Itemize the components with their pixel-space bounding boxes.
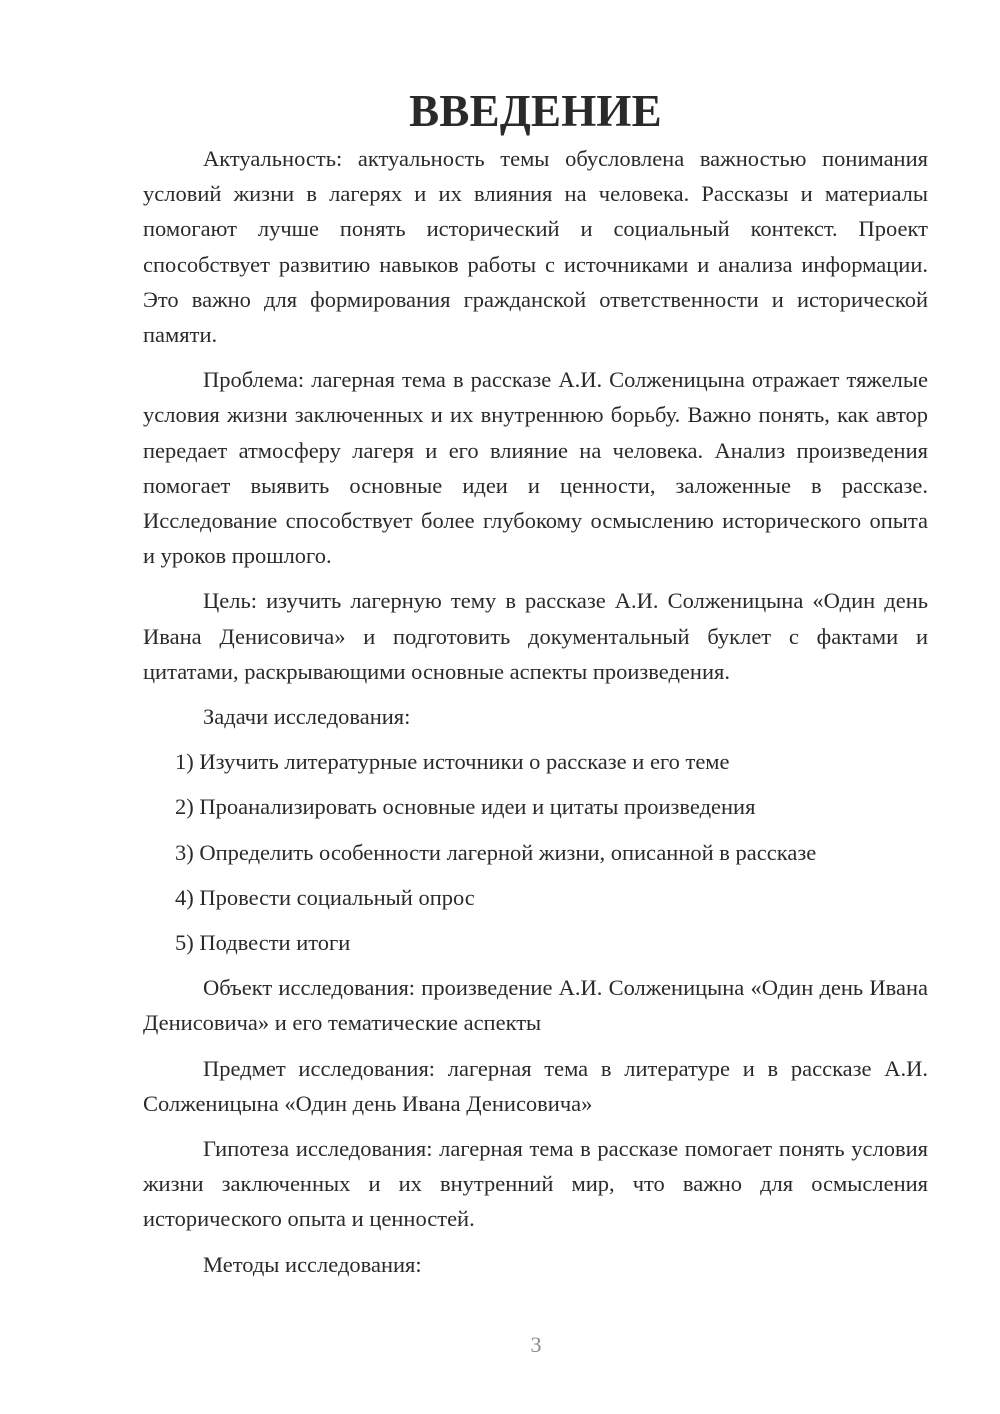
tasks-list bbox=[143, 744, 928, 960]
goal-paragraph: Цель: изучить лагерную тему в рассказе А.И. Солженицына «Один день Ивана Денисовича» и подготовить документальный буклет с фактами и цитатами, раскрывающими основные аспекты произведения. bbox=[143, 588, 928, 684]
problem-paragraph: Проблема: лагерная тема в рассказе А.И. Солженицына отражает тяжелые условия жизни заключенных и их внутреннюю борьбу. Важно понять, как автор передает атмосферу лагеря и его влияние на человека. Анализ произведения помогает выявить основные идеи и ценности, заложенные в рассказе. Исследование способствует более глубокому осмыслению исторического опыта и уроков прошлого. bbox=[143, 367, 928, 569]
page-number: 3 bbox=[530, 1332, 542, 1357]
section-title: ВВЕДЕНИЕ bbox=[409, 86, 662, 136]
task-item: 5) Подвести итоги bbox=[175, 930, 351, 956]
task-item: 2) Проанализировать основные идеи и цитаты произведения bbox=[175, 794, 756, 820]
task-item: 4) Провести социальный опрос bbox=[175, 884, 475, 910]
object-paragraph: Объект исследования: произведение А.И. Солженицына «Один день Ивана Денисовича» и его тематические аспекты bbox=[143, 975, 928, 1036]
methods-heading: Методы исследования: bbox=[203, 1251, 422, 1277]
task-item: 1) Изучить литературные источники о рассказе и его теме bbox=[175, 749, 730, 775]
task-item: 3) Определить особенности лагерной жизни, описанной в рассказе bbox=[175, 839, 817, 865]
subject-paragraph: Предмет исследования: лагерная тема в литературе и в рассказе А.И. Солженицына «Один день Ивана Денисовича» bbox=[143, 1055, 928, 1116]
page-content bbox=[143, 86, 928, 1292]
tasks-heading: Задачи исследования: bbox=[203, 704, 411, 730]
relevance-paragraph: Актуальность: актуальность темы обусловлена важностью понимания условий жизни в лагерях и их влияния на человека. Рассказы и материалы помогают лучше понять исторический и социальный контекст. Проект способствует развитию навыков работы с источниками и анализа информации. Это важно для формирования гражданской ответственности и исторической памяти. bbox=[143, 146, 928, 348]
hypothesis-paragraph: Гипотеза исследования: лагерная тема в рассказе помогает понять условия жизни заключенных и их внутренний мир, что важно для осмысления исторического опыта и ценностей. bbox=[143, 1136, 928, 1232]
